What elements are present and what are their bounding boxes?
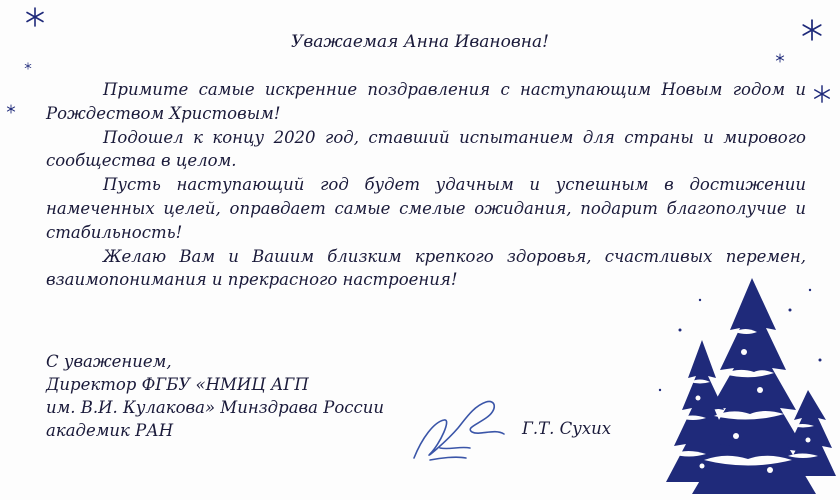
closing-line: Директор ФГБУ «НМИЦ АГП bbox=[46, 375, 309, 394]
greeting: Уважаемая Анна Ивановна! bbox=[291, 32, 549, 52]
paragraph: Пусть наступающий год будет удачным и успешным в достижении намеченных целей, оправдает самые смелые ожидания, подарит благополучие и стабильность! bbox=[46, 175, 806, 242]
signer-name: Г.Т. Сухих bbox=[522, 419, 612, 438]
closing-line: академик РАН bbox=[46, 421, 174, 440]
paragraph: Желаю Вам и Вашим близким крепкого здоровья, счастливых перемен, взаимопонимания и прекрасного настроения! bbox=[46, 246, 806, 290]
closing-line: им. В.И. Кулакова» Минздрава России bbox=[46, 398, 385, 417]
snowflake-icon bbox=[24, 6, 46, 28]
letter-body bbox=[46, 78, 806, 292]
snowflake-icon bbox=[812, 84, 832, 104]
closing-line: С уважением, bbox=[46, 352, 172, 371]
snowflake-icon bbox=[24, 62, 32, 70]
handwritten-signature bbox=[400, 388, 520, 468]
snowflake-icon bbox=[775, 53, 785, 63]
closing-block bbox=[46, 350, 384, 442]
paragraph: Примите самые искренние поздравления с наступающим Новым годом и Рождеством Христовым! bbox=[46, 80, 806, 123]
snowflake-icon bbox=[6, 104, 16, 114]
paragraph: Подошел к концу 2020 год, ставший испытанием для страны и мирового сообщества в целом. bbox=[46, 127, 806, 171]
christmas-tree-illustration bbox=[640, 270, 840, 500]
